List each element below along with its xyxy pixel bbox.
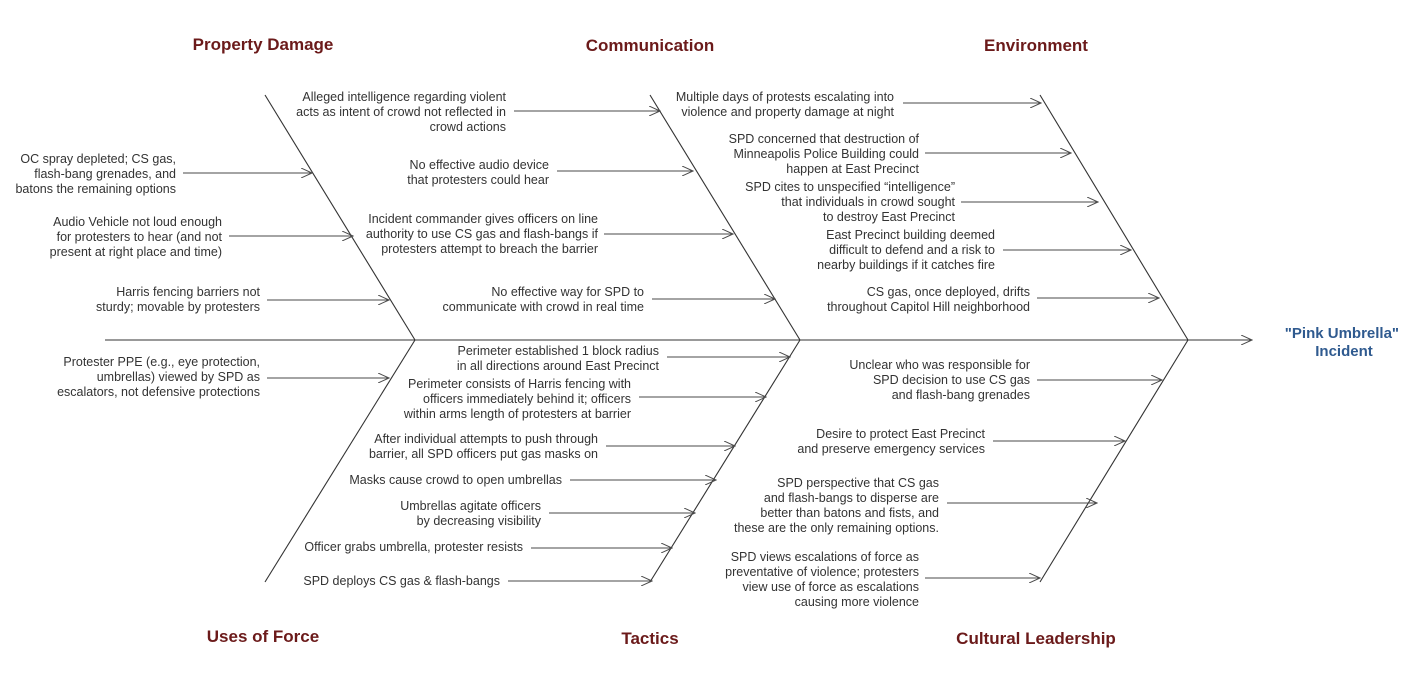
cause-line: preventative of violence; protesters xyxy=(725,565,919,579)
cause-text-cultural-leadership-2 xyxy=(797,427,985,456)
cause-line: and flash-bangs to disperse are xyxy=(763,491,939,505)
cause-line: Desire to protect East Precinct xyxy=(816,427,985,441)
effect-label-line-2: Incident xyxy=(1315,343,1373,360)
category-label-property-damage: Property Damage xyxy=(192,35,334,54)
cause-line: SPD views escalations of force as xyxy=(730,550,919,564)
cause-line: Officer grabs umbrella, protester resists xyxy=(304,540,523,554)
cause-text-tactics-5 xyxy=(400,499,542,528)
cause-line: for protesters to hear (and not xyxy=(56,230,222,244)
cause-line: within arms length of protesters at barrier xyxy=(403,407,631,421)
cause-line: Multiple days of protests escalating into xyxy=(675,90,894,104)
cause-line: happen at East Precinct xyxy=(786,162,919,176)
cause-text-property-damage-3 xyxy=(96,285,260,314)
cause-line: that individuals in crowd sought xyxy=(781,195,955,209)
cause-line: by decreasing visibility xyxy=(416,514,541,528)
cause-text-environment-4 xyxy=(817,228,995,272)
cause-text-tactics-2 xyxy=(403,377,631,421)
cause-line: CS gas, once deployed, drifts xyxy=(866,285,1030,299)
cause-line: Protester PPE (e.g., eye protection, xyxy=(63,355,260,369)
cause-line: flash-bang grenades, and xyxy=(34,167,176,181)
category-label-communication: Communication xyxy=(585,36,715,55)
cause-text-communication-3 xyxy=(366,212,599,256)
cause-line: No effective audio device xyxy=(409,158,549,172)
bone-cultural-leadership xyxy=(1040,340,1188,582)
cause-text-property-damage-2 xyxy=(50,215,223,259)
cause-line: better than batons and fists, and xyxy=(760,506,939,520)
cause-text-cultural-leadership-4 xyxy=(725,550,919,609)
cause-line: escalators, not defensive protections xyxy=(57,385,260,399)
cause-text-communication-2 xyxy=(407,158,549,187)
cause-text-tactics-3 xyxy=(369,432,598,461)
cause-line: crowd actions xyxy=(429,120,506,134)
cause-line: and preserve emergency services xyxy=(797,442,985,456)
cause-line: and flash-bang grenades xyxy=(891,388,1030,402)
cause-line: acts as intent of crowd not reflected in xyxy=(296,105,506,119)
category-label-uses-of-force: Uses of Force xyxy=(206,627,320,646)
cause-line: barrier, all SPD officers put gas masks on xyxy=(368,447,598,461)
cause-line: present at right place and time) xyxy=(49,245,222,259)
cause-line: that protesters could hear xyxy=(407,173,549,187)
cause-line: Masks cause crowd to open umbrellas xyxy=(349,473,562,487)
cause-text-environment-1 xyxy=(676,90,895,119)
cause-line: these are the only remaining options. xyxy=(734,521,939,535)
cause-line: causing more violence xyxy=(794,595,919,609)
effect-label-line-1: "Pink Umbrella" xyxy=(1284,325,1400,342)
cause-line: umbrellas) viewed by SPD as xyxy=(96,370,260,384)
cause-text-environment-2 xyxy=(729,132,920,176)
cause-line: sturdy; movable by protesters xyxy=(96,300,260,314)
cause-line: SPD perspective that CS gas xyxy=(777,476,939,490)
cause-line: authority to use CS gas and flash-bangs if xyxy=(365,227,598,241)
bone-environment xyxy=(1040,95,1188,340)
cause-line: No effective way for SPD to xyxy=(491,285,644,299)
causes-layer xyxy=(15,90,1162,609)
cause-text-tactics-6 xyxy=(304,540,523,554)
cause-line: Perimeter consists of Harris fencing with xyxy=(408,377,631,391)
cause-text-communication-4 xyxy=(443,285,645,314)
cause-line: communicate with crowd in real time xyxy=(442,300,644,314)
cause-line: Minneapolis Police Building could xyxy=(733,147,919,161)
cause-text-environment-5 xyxy=(827,285,1030,314)
cause-text-uses-of-force-1 xyxy=(57,355,260,399)
cause-line: difficult to defend and a risk to xyxy=(829,243,995,257)
category-label-environment: Environment xyxy=(984,36,1088,55)
cause-line: SPD decision to use CS gas xyxy=(872,373,1030,387)
cause-text-communication-1 xyxy=(296,90,506,134)
cause-line: Perimeter established 1 block radius xyxy=(457,344,659,358)
cause-line: Harris fencing barriers not xyxy=(116,285,260,299)
cause-line: SPD cites to unspecified “intelligence” xyxy=(745,180,955,194)
cause-line: protesters attempt to breach the barrier xyxy=(381,242,598,256)
cause-line: SPD deploys CS gas & flash-bangs xyxy=(303,574,500,588)
cause-text-tactics-1 xyxy=(457,344,660,373)
cause-line: batons the remaining options xyxy=(15,182,176,196)
cause-line: nearby buildings if it catches fire xyxy=(817,258,995,272)
cause-line: in all directions around East Precinct xyxy=(456,359,659,373)
cause-line: violence and property damage at night xyxy=(681,105,894,119)
cause-text-property-damage-1 xyxy=(15,152,176,196)
cause-line: East Precinct building deemed xyxy=(826,228,995,242)
effect-label xyxy=(1285,325,1403,360)
cause-text-cultural-leadership-3 xyxy=(734,476,939,535)
cause-text-tactics-7 xyxy=(303,574,500,588)
cause-line: view use of force as escalations xyxy=(742,580,919,594)
cause-line: to destroy East Precinct xyxy=(822,210,955,224)
cause-line: SPD concerned that destruction of xyxy=(728,132,919,146)
cause-line: throughout Capitol Hill neighborhood xyxy=(827,300,1030,314)
category-label-cultural-leadership: Cultural Leadership xyxy=(956,629,1116,648)
cause-text-environment-3 xyxy=(745,180,955,224)
cause-line: OC spray depleted; CS gas, xyxy=(20,152,176,166)
cause-line: After individual attempts to push through xyxy=(374,432,598,446)
cause-line: Incident commander gives officers on line xyxy=(368,212,598,226)
cause-line: Unclear who was responsible for xyxy=(849,358,1030,372)
cause-text-cultural-leadership-1 xyxy=(849,358,1030,402)
cause-line: Umbrellas agitate officers xyxy=(400,499,541,513)
bone-tactics xyxy=(650,340,800,582)
cause-line: Audio Vehicle not loud enough xyxy=(53,215,222,229)
cause-line: officers immediately behind it; officers xyxy=(423,392,631,406)
category-label-tactics: Tactics xyxy=(621,629,679,648)
cause-text-tactics-4 xyxy=(349,473,562,487)
cause-line: Alleged intelligence regarding violent xyxy=(302,90,506,104)
